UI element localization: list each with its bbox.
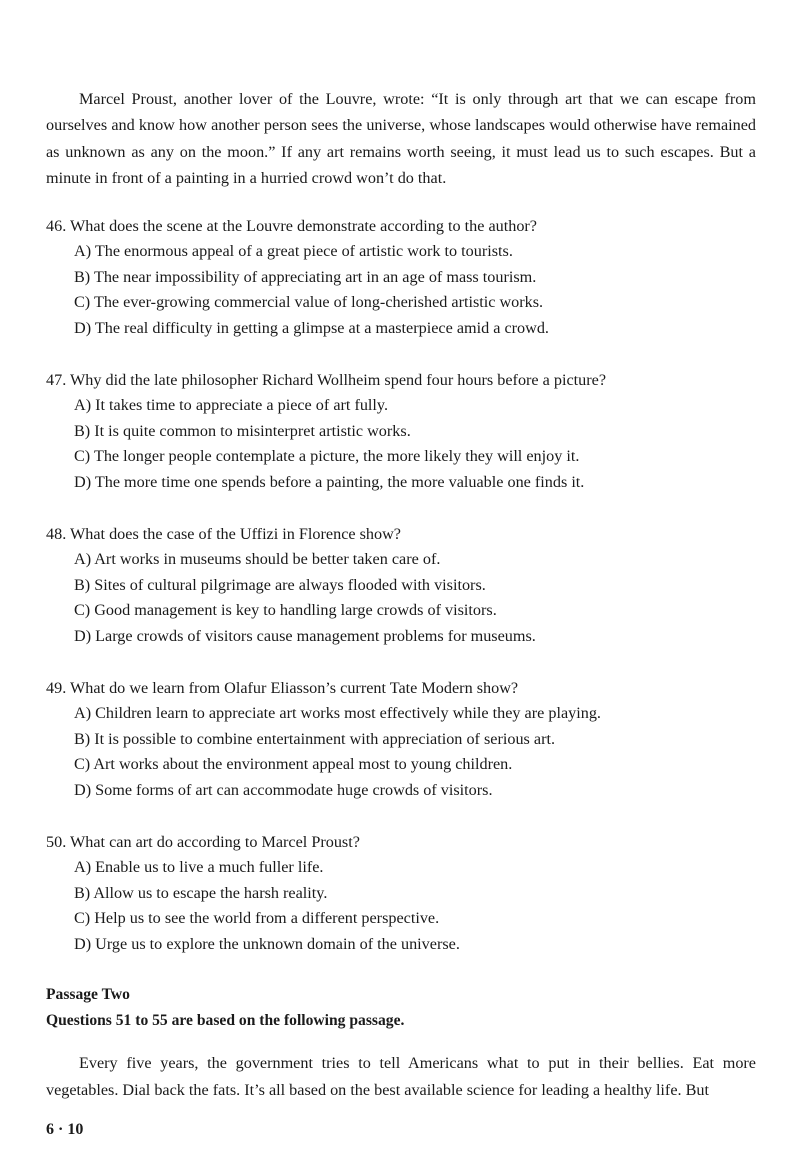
option-d: D) Large crowds of visitors cause management problems for museums. bbox=[74, 626, 536, 645]
option-b: B) Sites of cultural pilgrimage are always flooded with visitors. bbox=[74, 575, 486, 594]
answer-options bbox=[46, 239, 756, 341]
question-stem: 50. What can art do according to Marcel Proust? bbox=[46, 832, 360, 851]
option-b: B) It is possible to combine entertainment with appreciation of serious art. bbox=[74, 729, 556, 748]
question-49 bbox=[46, 676, 756, 804]
option-a: A) The enormous appeal of a great piece of artistic work to tourists. bbox=[74, 242, 513, 261]
option-d: D) Some forms of art can accommodate huge crowds of visitors. bbox=[74, 780, 493, 799]
question-48 bbox=[46, 522, 756, 650]
option-c: C) Help us to see the world from a different perspective. bbox=[74, 909, 440, 928]
option-d: D) The more time one spends before a painting, the more valuable one finds it. bbox=[74, 472, 585, 491]
option-c: C) Good management is key to handling large crowds of visitors. bbox=[74, 601, 497, 620]
option-d: D) Urge us to explore the unknown domain of the universe. bbox=[74, 934, 460, 953]
intro-paragraph: Marcel Proust, another lover of the Louvre, wrote: “It is only through art that we can escape from ourselves and know how another person sees the universe, whose landscapes would otherwise have remained as unknown as any on the moon.” If any art remains worth seeing, it must lead us to such escapes. But a minute in front of a painting in a hurried crowd won’t do that. bbox=[46, 90, 756, 188]
passage-two-title: Passage Two bbox=[46, 986, 130, 1004]
question-stem: 46. What does the scene at the Louvre demonstrate according to the author? bbox=[46, 216, 537, 235]
question-47 bbox=[46, 368, 756, 496]
passage-two-paragraph: Every five years, the government tries to tell Americans what to put in their bellies. Eat more vegetables. Dial back the fats. It’s all based on the best available science for leading a healthy life. But bbox=[46, 1054, 756, 1099]
question-46 bbox=[46, 214, 756, 342]
answer-options bbox=[46, 547, 756, 649]
answer-options bbox=[46, 855, 756, 957]
passage-two-instruction: Questions 51 to 55 are based on the following passage. bbox=[46, 1012, 405, 1030]
option-a: A) Art works in museums should be better taken care of. bbox=[74, 550, 441, 569]
option-c: C) The longer people contemplate a picture, the more likely they will enjoy it. bbox=[74, 447, 580, 466]
question-stem: 47. Why did the late philosopher Richard Wollheim spend four hours before a picture? bbox=[46, 370, 607, 389]
option-a: A) It takes time to appreciate a piece of art fully. bbox=[74, 396, 389, 415]
question-50 bbox=[46, 830, 756, 958]
answer-options bbox=[46, 393, 756, 495]
option-b: B) The near impossibility of appreciating art in an age of mass tourism. bbox=[74, 267, 537, 286]
option-c: C) The ever-growing commercial value of long-cherished artistic works. bbox=[74, 293, 544, 312]
option-b: B) Allow us to escape the harsh reality. bbox=[74, 883, 328, 902]
question-stem: 49. What do we learn from Olafur Eliasson’s current Tate Modern show? bbox=[46, 678, 519, 697]
option-a: A) Enable us to live a much fuller life. bbox=[74, 858, 324, 877]
option-d: D) The real difficulty in getting a glimpse at a masterpiece amid a crowd. bbox=[74, 319, 549, 337]
option-a: A) Children learn to appreciate art works most effectively while they are playing. bbox=[74, 704, 601, 723]
exam-page bbox=[46, 86, 756, 1103]
answer-options bbox=[46, 701, 756, 803]
option-b: B) It is quite common to misinterpret artistic works. bbox=[74, 421, 411, 440]
page-number: 6 · 10 bbox=[46, 1121, 84, 1138]
question-stem: 48. What does the case of the Uffizi in Florence show? bbox=[46, 524, 401, 543]
option-c: C) Art works about the environment appeal most to young children. bbox=[74, 755, 513, 774]
